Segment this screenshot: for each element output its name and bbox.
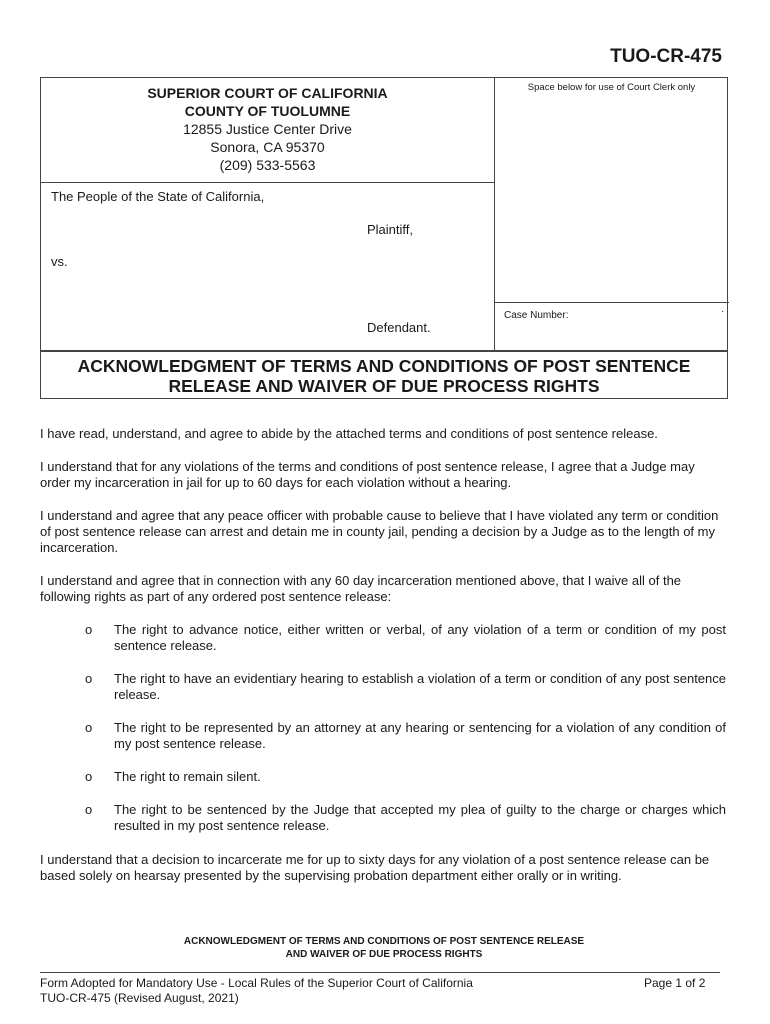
title-line1: ACKNOWLEDGMENT OF TERMS AND CONDITIONS OF POST SENTENCE: [77, 356, 691, 376]
court-header-divider: [41, 182, 494, 183]
right-item-5: The right to be sentenced by the Judge that accepted my plea of guilty to the charge or charges which resulted in my post sentence release.: [114, 802, 726, 833]
court-address-line2: Sonora, CA 95370: [210, 139, 325, 155]
paragraph-2: I understand that for any violations of the terms and conditions of post sentence release, I agree that a Judge may order my incarceration in jail for up to 60 days for each violation without a hearing.: [40, 459, 695, 490]
people-party: The People of the State of California,: [51, 189, 265, 204]
footer-page-number: Page 1 of 2: [644, 976, 706, 990]
court-phone: (209) 533-5563: [219, 157, 316, 173]
bullet-2: o: [85, 671, 93, 686]
footer-title: [40, 935, 728, 961]
document-title: [40, 351, 728, 399]
plaintiff-label: Plaintiff,: [367, 222, 414, 237]
court-name: SUPERIOR COURT OF CALIFORNIA: [147, 85, 388, 101]
right-item-1: The right to advance notice, either written or verbal, of any violation of a term or condition of my post sentence release.: [114, 622, 726, 653]
bullet-1: o: [85, 622, 93, 637]
right-item-4: The right to remain silent.: [114, 769, 261, 784]
footer-title-line2: AND WAIVER OF DUE PROCESS RIGHTS: [285, 949, 483, 960]
case-caption-box: [40, 77, 728, 351]
footer-rule: [40, 972, 720, 973]
footer-revision: TUO-CR-475 (Revised August, 2021): [40, 991, 239, 1005]
bullet-5: o: [85, 802, 93, 817]
defendant-label: Defendant.: [367, 320, 431, 335]
footer-adopted: Form Adopted for Mandatory Use - Local Rules of the Superior Court of California: [40, 976, 473, 990]
bullet-3: o: [85, 720, 93, 735]
paragraph-3: I understand and agree that any peace officer with probable cause to believe that I have violated any term or condition of post sentence release can arrest and detain me in county jail, pending a decision by a Judge as to the length of my incarceration.: [40, 508, 719, 555]
case-number-field[interactable]: ·: [721, 306, 725, 317]
title-line2: RELEASE AND WAIVER OF DUE PROCESS RIGHTS: [168, 376, 600, 396]
clerk-use-note: Space below for use of Court Clerk only: [527, 82, 696, 93]
footer-title-line1: ACKNOWLEDGMENT OF TERMS AND CONDITIONS OF POST SENTENCE RELEASE: [183, 936, 585, 947]
clerk-area-divider: [494, 302, 729, 303]
right-item-2: The right to have an evidentiary hearing to establish a violation of a term or condition of any post sentence release.: [114, 671, 726, 702]
closing-paragraph: I understand that a decision to incarcerate me for up to sixty days for any violation of a post sentence release can be based solely on hearsay presented by the supervising probation department either orally or in writing.: [40, 852, 710, 883]
paragraph-4: I understand and agree that in connection with any 60 day incarceration mentioned above, that I waive all of the following rights as part of any ordered post sentence release:: [40, 573, 682, 604]
vs-label: vs.: [51, 254, 68, 269]
caption-divider: [494, 78, 495, 350]
right-item-3: The right to be represented by an attorney at any hearing or sentencing for a violation of any condition of my post sentence release.: [114, 720, 726, 751]
court-address-line1: 12855 Justice Center Drive: [183, 121, 352, 137]
form-number: TUO-CR-475: [610, 46, 722, 67]
court-county: COUNTY OF TUOLUMNE: [184, 103, 351, 119]
bullet-4: o: [85, 769, 93, 784]
paragraph-1: I have read, understand, and agree to abide by the attached terms and conditions of post sentence release.: [40, 426, 658, 441]
case-number-label: Case Number:: [504, 310, 569, 321]
